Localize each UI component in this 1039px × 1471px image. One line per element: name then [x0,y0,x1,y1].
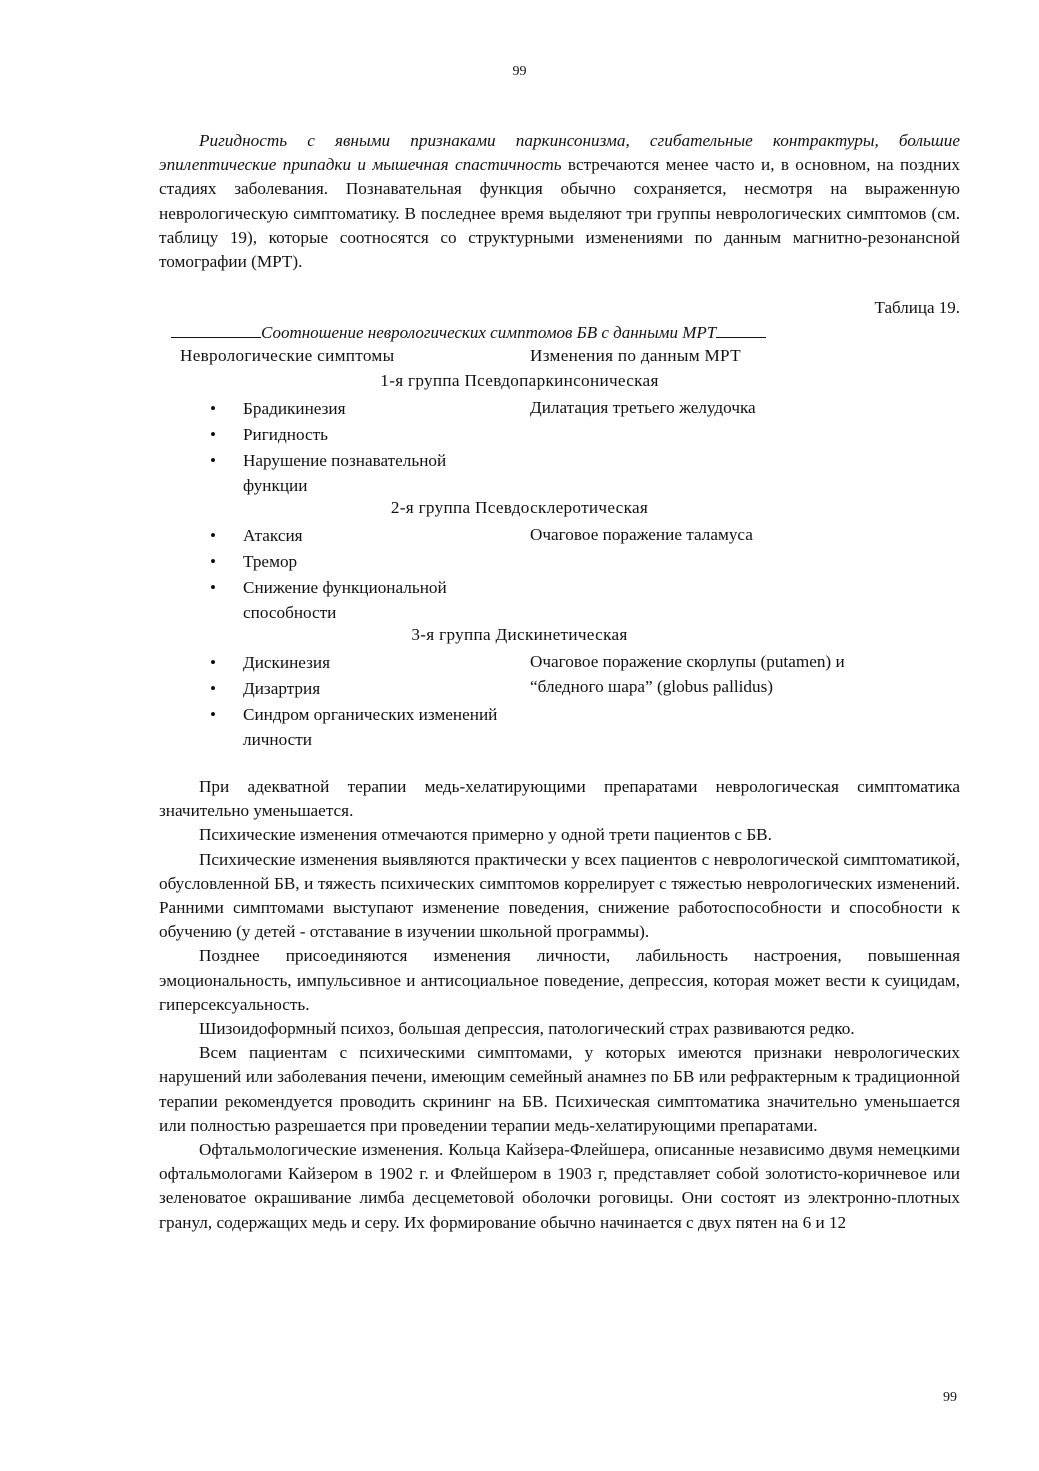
paragraph: Шизоидоформный психоз, большая депрессия, патологический страх развиваются редко. [199,1019,855,1039]
intro-italic: Ригидность с явными признаками паркинсонизма, сгибательные контрактуры, большие эпилептические припадки и мышечная спастичность [159,131,960,175]
group-2-mri: Очаговое поражение таламуса [530,525,753,544]
list-item: • Ригидность [210,425,328,444]
intro-rest: встречаются менее часто и, в основном, на поздних стадиях заболевания. Познавательная функция обычно сохраняется, несмотря на выраженную неврологическую симптоматику. В последнее время выделяют три группы неврологических симптомов (см. таблицу 19), которые соотносятся со структурными изменениями по данным магнитно-резонансной томографии (МРТ). [159,155,960,272]
table-column-symptoms: Неврологические симптомы [180,346,395,365]
page-number-bottom: 99 [943,1390,957,1405]
list-item: • Нарушение познавательной функции [210,451,447,495]
body-text [159,775,960,1235]
list-item: • Дискинезия [210,653,331,672]
group-3-title: 3-я группа Дискинетическая [411,625,628,644]
paragraph: Психические изменения выявляются практически у всех пациентов с неврологической симптоматикой, обусловленной БВ, и тяжесть психических симптомов коррелирует с тяжестью неврологических изменений. Ранними симптомами выступают изменение поведения, снижение работоспособности и способности к обучению (у детей - отставание в изучении школьной программы). [159,849,960,942]
list-item: • Дизартрия [210,679,321,698]
paragraph: Всем пациентам с психическими симптомами, у которых имеются признаки неврологических нарушений или заболевания печени, имеющим семейный анамнез по БВ или рефрактерным к традиционной терапии рекомендуется проводить скрининг на БВ. Психическая симптоматика значительно уменьшается или полностью разрешается при проведении терапии медь-хелатирующими препаратами. [159,1043,960,1135]
group-3-mri: Очаговое поражение скорлупы (putamen) и “бледного шара” (globus pallidus) [530,652,845,696]
list-item: • Снижение функциональной способности [210,578,447,622]
paragraph: При адекватной терапии медь-хелатирующими препаратами неврологическая симптоматика значительно уменьшается. [159,777,960,821]
group-3-symptoms [210,651,510,754]
table-title-text: Соотношение неврологических симптомов БВ с данными МРТ [261,323,717,342]
paragraph: Офтальмологические изменения. Кольца Кайзера-Флейшера, описанные независимо двумя немецкими офтальмологами Кайзером в 1902 г. и Флейшером в 1903 г, представляет собой золотисто-коричневое или зеленоватое окрашивание лимба десцеметовой оболочки роговицы. Они состоят из электронно-плотных гранул, содержащих медь и серу. Их формирование обычно начинается с двух пятен на 6 и 12 [159,1140,960,1232]
intro-paragraph [159,129,960,274]
list-item: • Тремор [210,552,298,571]
paragraph: Психические изменения отмечаются примерно у одной трети пациентов с БВ. [199,825,772,845]
group-2-symptoms [210,524,510,627]
list-item: • Синдром органических изменений личности [210,705,498,749]
paragraph: Позднее присоединяются изменения личности, лабильность настроения, повышенная эмоциональность, импульсивное и антисоциальное поведение, депрессия, которая может вести к суицидам, гиперсексуальность. [159,946,960,1014]
table-title [171,321,766,343]
list-item: • Брадикинезия [210,399,346,418]
page-number-top: 99 [512,64,527,79]
group-1-mri: Дилатация третьего желудочка [530,398,756,417]
group-2-title: 2-я группа Псевдосклеротическая [390,498,649,517]
group-1-title: 1-я группа Псевдопаркинсоническая [380,371,659,390]
list-item: • Атаксия [210,526,303,545]
group-1-symptoms [210,397,510,500]
table-column-mri: Изменения по данным МРТ [530,346,741,365]
table-label: Таблица 19. [874,298,960,317]
